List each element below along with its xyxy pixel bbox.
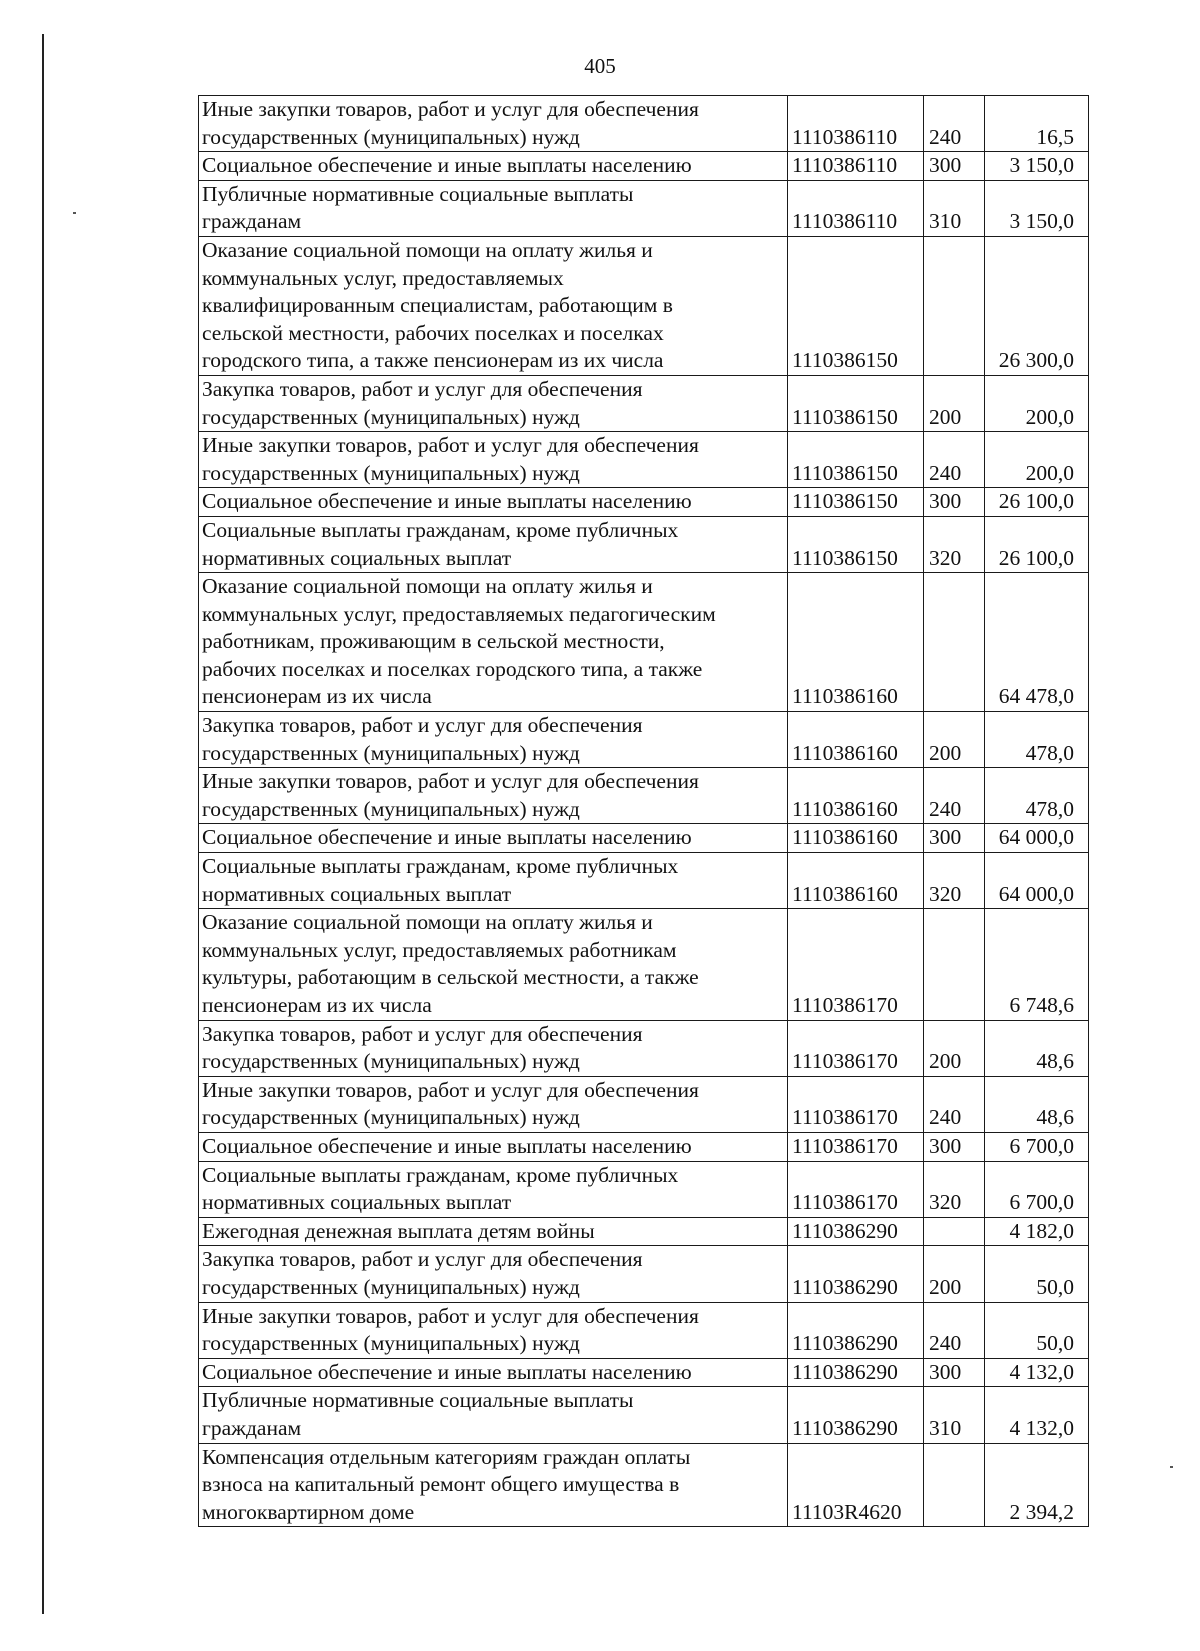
expense-name-cell: Иные закупки товаров, работ и услуг для обеспечения государственных (муниципальных) нужд: [199, 432, 788, 488]
expense-type-code-cell: 320: [924, 516, 985, 572]
target-article-code-cell: 1110386160: [788, 573, 924, 712]
target-article-code-cell: 1110386110: [788, 180, 924, 236]
amount-cell: 16,5: [985, 96, 1089, 152]
expense-type-code-cell: 300: [924, 152, 985, 181]
expense-type-code-cell: 310: [924, 1387, 985, 1443]
expense-name-cell: Социальное обеспечение и иные выплаты населению: [199, 488, 788, 517]
expense-name-cell: Иные закупки товаров, работ и услуг для обеспечения государственных (муниципальных) нужд: [199, 768, 788, 824]
expense-type-code-cell: 200: [924, 1246, 985, 1302]
target-article-code-cell: 1110386150: [788, 488, 924, 517]
expense-type-code-cell: 320: [924, 1161, 985, 1217]
target-article-code-cell: 1110386160: [788, 824, 924, 853]
table-row: [199, 180, 1089, 236]
table-row: [199, 853, 1089, 909]
table-row: [199, 768, 1089, 824]
table-row: [199, 1020, 1089, 1076]
table-row: [199, 432, 1089, 488]
expense-name-cell: Иные закупки товаров, работ и услуг для обеспечения государственных (муниципальных) нужд: [199, 1076, 788, 1132]
scan-speck: [73, 212, 76, 214]
amount-cell: 6 700,0: [985, 1161, 1089, 1217]
table-row: [199, 1217, 1089, 1246]
table-row: [199, 712, 1089, 768]
amount-cell: 50,0: [985, 1246, 1089, 1302]
expense-type-code-cell: 240: [924, 96, 985, 152]
amount-cell: 64 000,0: [985, 853, 1089, 909]
amount-cell: 478,0: [985, 768, 1089, 824]
table-row: [199, 1076, 1089, 1132]
target-article-code-cell: 1110386160: [788, 853, 924, 909]
expense-name-cell: Оказание социальной помощи на оплату жилья и коммунальных услуг, предоставляемых квалифицированным специалистам, работающим в сельской местности, рабочих поселках и поселках городского типа, а также пенсионерам из их числа: [199, 236, 788, 375]
amount-cell: 64 478,0: [985, 573, 1089, 712]
amount-cell: 3 150,0: [985, 180, 1089, 236]
amount-cell: 26 100,0: [985, 488, 1089, 517]
target-article-code-cell: 1110386110: [788, 152, 924, 181]
table-row: [199, 488, 1089, 517]
amount-cell: 4 132,0: [985, 1387, 1089, 1443]
expense-name-cell: Публичные нормативные социальные выплаты гражданам: [199, 180, 788, 236]
target-article-code-cell: 1110386290: [788, 1302, 924, 1358]
table-row: [199, 1302, 1089, 1358]
expense-type-code-cell: 240: [924, 768, 985, 824]
expense-type-code-cell: 300: [924, 1358, 985, 1387]
amount-cell: 4 182,0: [985, 1217, 1089, 1246]
expense-type-code-cell: 200: [924, 712, 985, 768]
expense-type-code-cell: 240: [924, 432, 985, 488]
amount-cell: 2 394,2: [985, 1443, 1089, 1527]
expense-name-cell: Социальное обеспечение и иные выплаты населению: [199, 1132, 788, 1161]
expense-name-cell: Закупка товаров, работ и услуг для обеспечения государственных (муниципальных) нужд: [199, 712, 788, 768]
target-article-code-cell: 1110386170: [788, 1161, 924, 1217]
table-row: [199, 909, 1089, 1020]
scan-margin-line: [42, 34, 44, 1614]
expense-type-code-cell: 300: [924, 1132, 985, 1161]
target-article-code-cell: 1110386290: [788, 1246, 924, 1302]
table-row: [199, 1443, 1089, 1527]
amount-cell: 3 150,0: [985, 152, 1089, 181]
expense-name-cell: Компенсация отдельным категориям граждан оплаты взноса на капитальный ремонт общего имущества в многоквартирном доме: [199, 1443, 788, 1527]
expense-name-cell: Закупка товаров, работ и услуг для обеспечения государственных (муниципальных) нужд: [199, 1020, 788, 1076]
target-article-code-cell: 1110386170: [788, 1076, 924, 1132]
target-article-code-cell: 11103R4620: [788, 1443, 924, 1527]
expense-name-cell: Оказание социальной помощи на оплату жилья и коммунальных услуг, предоставляемых работникам культуры, работающим в сельской местности, а также пенсионерам из их числа: [199, 909, 788, 1020]
target-article-code-cell: 1110386290: [788, 1387, 924, 1443]
expense-name-cell: Социальное обеспечение и иные выплаты населению: [199, 1358, 788, 1387]
expense-type-code-cell: [924, 236, 985, 375]
target-article-code-cell: 1110386170: [788, 1020, 924, 1076]
table-row: [199, 1387, 1089, 1443]
target-article-code-cell: 1110386160: [788, 712, 924, 768]
table-row: [199, 1161, 1089, 1217]
table-row: [199, 516, 1089, 572]
expense-type-code-cell: 240: [924, 1076, 985, 1132]
table-row: [199, 375, 1089, 431]
amount-cell: 48,6: [985, 1076, 1089, 1132]
target-article-code-cell: 1110386170: [788, 1132, 924, 1161]
amount-cell: 200,0: [985, 432, 1089, 488]
expense-type-code-cell: 320: [924, 853, 985, 909]
budget-table: [198, 95, 1089, 1527]
amount-cell: 26 300,0: [985, 236, 1089, 375]
table-row: [199, 236, 1089, 375]
amount-cell: 200,0: [985, 375, 1089, 431]
expense-type-code-cell: 200: [924, 1020, 985, 1076]
expense-name-cell: Социальное обеспечение и иные выплаты населению: [199, 824, 788, 853]
expense-name-cell: Ежегодная денежная выплата детям войны: [199, 1217, 788, 1246]
target-article-code-cell: 1110386150: [788, 375, 924, 431]
amount-cell: 64 000,0: [985, 824, 1089, 853]
expense-type-code-cell: [924, 1217, 985, 1246]
amount-cell: 6 748,6: [985, 909, 1089, 1020]
expense-type-code-cell: 200: [924, 375, 985, 431]
expense-name-cell: Социальные выплаты гражданам, кроме публичных нормативных социальных выплат: [199, 853, 788, 909]
target-article-code-cell: 1110386150: [788, 236, 924, 375]
expense-type-code-cell: [924, 909, 985, 1020]
page-number: 405: [584, 54, 616, 78]
table-row: [199, 824, 1089, 853]
table-row: [199, 152, 1089, 181]
expense-type-code-cell: 310: [924, 180, 985, 236]
expense-type-code-cell: [924, 573, 985, 712]
amount-cell: 50,0: [985, 1302, 1089, 1358]
expense-name-cell: Оказание социальной помощи на оплату жилья и коммунальных услуг, предоставляемых педагогическим работникам, проживающим в сельской местности, рабочих поселках и поселках городского типа, а также пенсионерам из их числа: [199, 573, 788, 712]
expense-name-cell: Социальные выплаты гражданам, кроме публичных нормативных социальных выплат: [199, 516, 788, 572]
target-article-code-cell: 1110386170: [788, 909, 924, 1020]
amount-cell: 6 700,0: [985, 1132, 1089, 1161]
table-row: [199, 1132, 1089, 1161]
expense-name-cell: Публичные нормативные социальные выплаты гражданам: [199, 1387, 788, 1443]
target-article-code-cell: 1110386160: [788, 768, 924, 824]
expense-name-cell: Иные закупки товаров, работ и услуг для обеспечения государственных (муниципальных) нужд: [199, 96, 788, 152]
amount-cell: 4 132,0: [985, 1358, 1089, 1387]
scan-speck: [1170, 1466, 1173, 1468]
expense-type-code-cell: 300: [924, 824, 985, 853]
table-row: [199, 1246, 1089, 1302]
expense-name-cell: Социальные выплаты гражданам, кроме публичных нормативных социальных выплат: [199, 1161, 788, 1217]
target-article-code-cell: 1110386290: [788, 1217, 924, 1246]
table-row: [199, 96, 1089, 152]
expense-type-code-cell: [924, 1443, 985, 1527]
target-article-code-cell: 1110386150: [788, 516, 924, 572]
expense-type-code-cell: 300: [924, 488, 985, 517]
expense-name-cell: Закупка товаров, работ и услуг для обеспечения государственных (муниципальных) нужд: [199, 1246, 788, 1302]
amount-cell: 48,6: [985, 1020, 1089, 1076]
amount-cell: 478,0: [985, 712, 1089, 768]
budget-table-body: [199, 96, 1089, 1527]
target-article-code-cell: 1110386110: [788, 96, 924, 152]
expense-type-code-cell: 240: [924, 1302, 985, 1358]
expense-name-cell: Социальное обеспечение и иные выплаты населению: [199, 152, 788, 181]
expense-name-cell: Иные закупки товаров, работ и услуг для обеспечения государственных (муниципальных) нужд: [199, 1302, 788, 1358]
target-article-code-cell: 1110386290: [788, 1358, 924, 1387]
table-row: [199, 573, 1089, 712]
amount-cell: 26 100,0: [985, 516, 1089, 572]
expense-name-cell: Закупка товаров, работ и услуг для обеспечения государственных (муниципальных) нужд: [199, 375, 788, 431]
table-row: [199, 1358, 1089, 1387]
target-article-code-cell: 1110386150: [788, 432, 924, 488]
